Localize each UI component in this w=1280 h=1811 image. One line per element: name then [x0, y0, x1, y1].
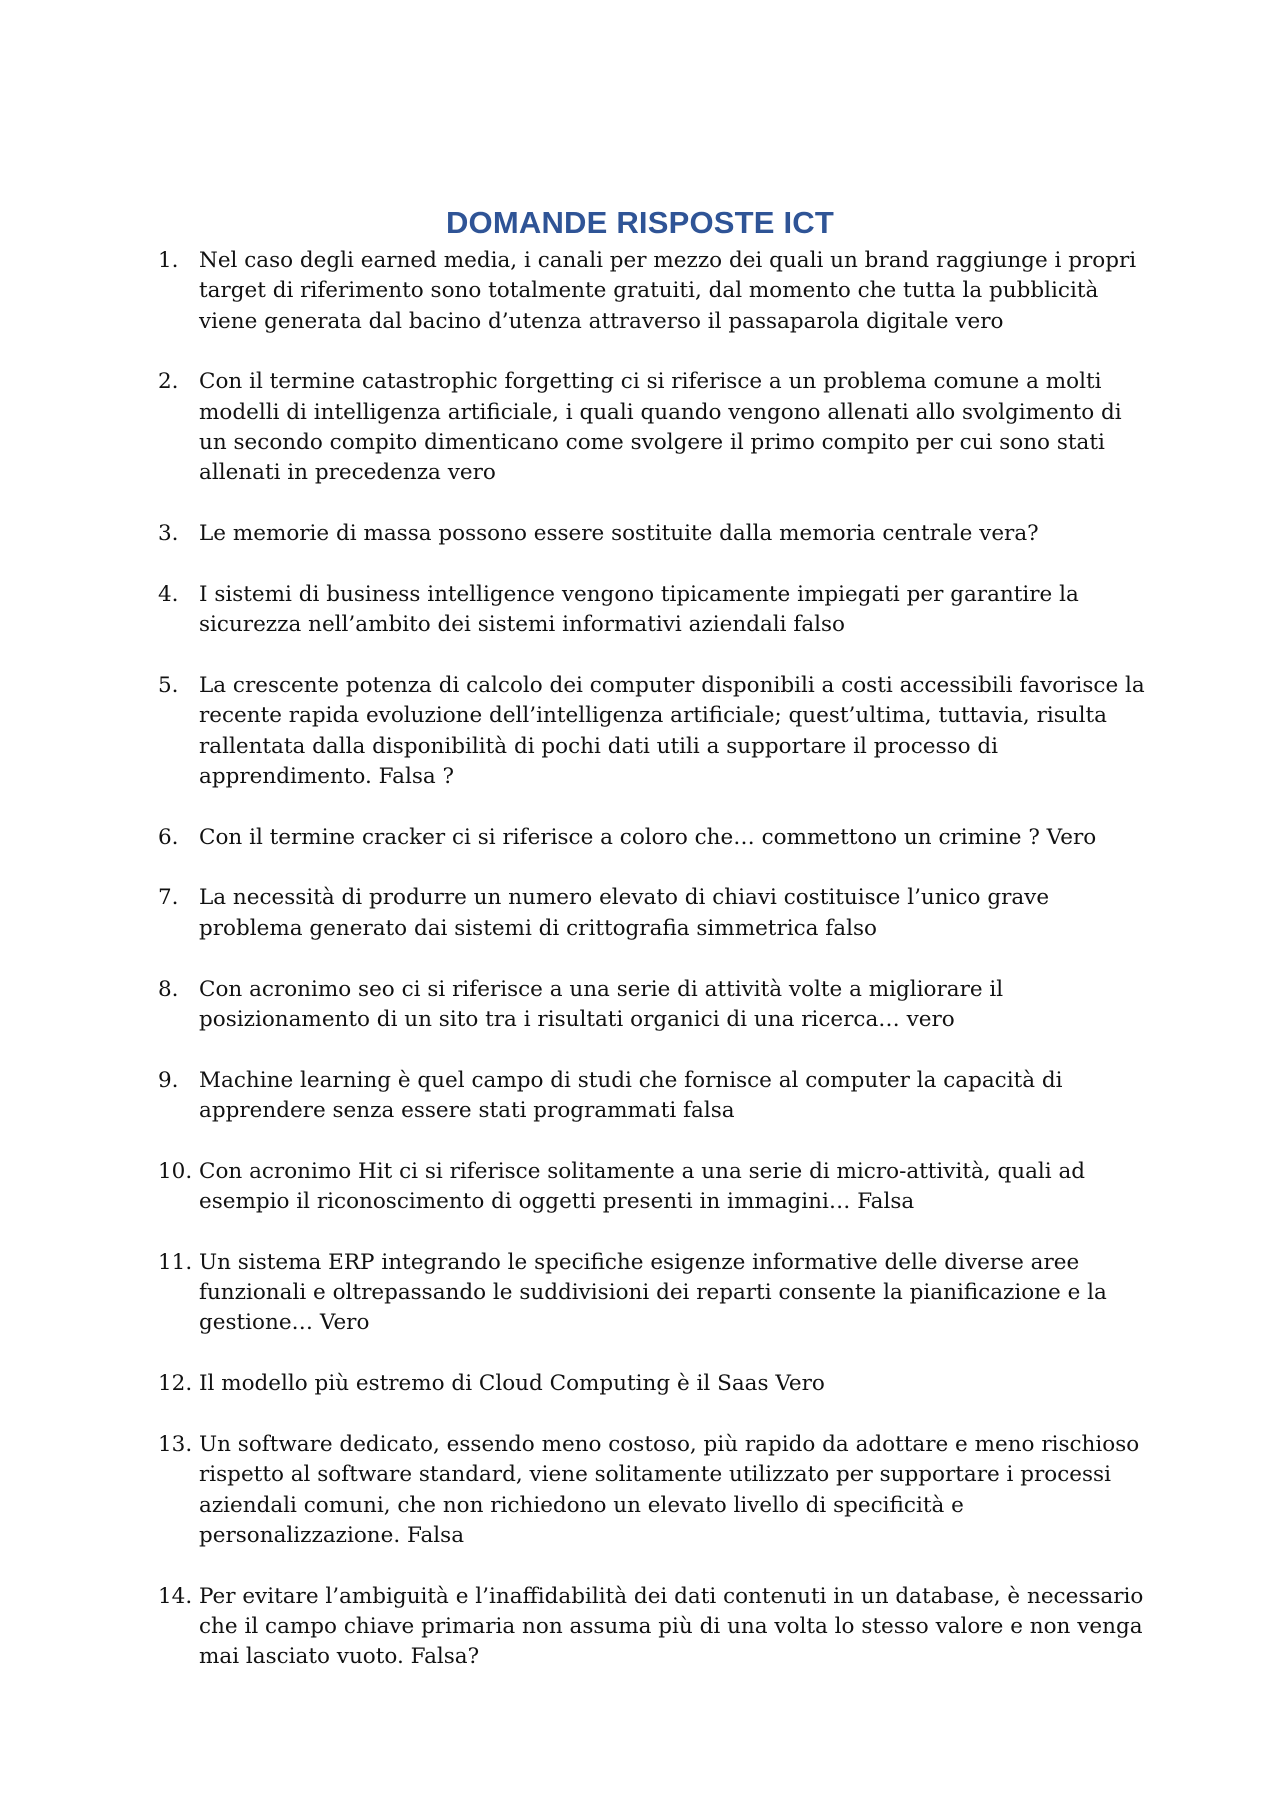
question-text: Nel caso degli earned media, i canali per mezzo dei quali un brand raggiunge i propri target di riferimento sono totalmente gratuiti, dal momento che tutta la pubblicità viene generata dal bacino d’utenza attraverso il passaparola digitale vero	[199, 248, 1137, 334]
question-item-3	[158, 519, 1148, 549]
question-number: 11.	[158, 1249, 193, 1275]
question-item-12	[158, 1369, 1148, 1399]
question-number: 13.	[158, 1432, 193, 1458]
question-text: Un software dedicato, essendo meno costoso, più rapido da adottare e meno rischioso rispetto al software standard, viene solitamente utilizzato per supportare i processi aziendali comuni, che non richiedono un elevato livello di specificità e personalizzazione. Falsa	[199, 1432, 1140, 1548]
question-item-6	[158, 823, 1148, 853]
question-text: Machine learning è quel campo di studi che fornisce al computer la capacità di apprendere senza essere stati programmati falsa	[199, 1067, 1063, 1123]
question-number: 5.	[158, 672, 179, 698]
question-item-4	[158, 580, 1148, 641]
question-text: Un sistema ERP integrando le specifiche esigenze informative delle diverse aree funzionali e oltrepassando le suddivisioni dei reparti consente la pianificazione e la gestione… Vero	[199, 1249, 1107, 1336]
question-item-10	[158, 1157, 1148, 1218]
question-number: 14.	[158, 1583, 193, 1609]
question-text: La crescente potenza di calcolo dei computer disponibili a costi accessibili favorisce la recente rapida evoluzione dell’intelligenza artificiale; quest’ultima, tuttavia, risulta rallentata dalla disponibilità di pochi dati utili a supportare il processo di apprendimento. Falsa ?	[199, 672, 1145, 789]
question-item-9	[158, 1066, 1148, 1127]
question-number: 10.	[158, 1158, 193, 1184]
question-text: Con acronimo Hit ci si riferisce solitamente a una serie di micro-attività, quali ad esempio il riconoscimento di oggetti presenti in immagini… Falsa	[199, 1158, 1086, 1215]
question-number: 8.	[158, 976, 179, 1002]
question-text: Le memorie di massa possono essere sostituite dalla memoria centrale vera?	[199, 521, 1039, 547]
question-text: I sistemi di business intelligence vengono tipicamente impiegati per garantire la sicurezza nell’ambito dei sistemi informativi aziendali falso	[199, 581, 1079, 638]
question-text: Con acronimo seo ci si riferisce a una serie di attività volte a migliorare il posizionamento di un sito tra i risultati organici di una ricerca… vero	[199, 976, 1004, 1032]
question-text: Per evitare l’ambiguità e l’inaffidabilità dei dati contenuti in un database, è necessario che il campo chiave primaria non assuma più di una volta lo stesso valore e non venga mai lasciato vuoto. Falsa?	[199, 1583, 1144, 1670]
question-text: La necessità di produrre un numero elevato di chiavi costituisce l’unico grave problema generato dai sistemi di crittografia simmetrica falso	[199, 885, 1050, 941]
question-text: Con il termine catastrophic forgetting ci si riferisce a un problema comune a molti modelli di intelligenza artificiale, i quali quando vengono allenati allo svolgimento di un secondo compito dimenticano come svolgere il primo compito per cui sono stati allenati in precedenza vero	[199, 369, 1122, 486]
question-number: 12.	[158, 1371, 193, 1397]
question-item-14	[158, 1582, 1148, 1673]
question-number: 4.	[158, 581, 179, 607]
question-item-11	[158, 1248, 1148, 1339]
question-number: 3.	[158, 521, 179, 547]
question-number: 9.	[158, 1067, 179, 1093]
question-number: 1.	[158, 248, 179, 273]
question-number: 6.	[158, 824, 179, 850]
question-item-8	[158, 975, 1148, 1036]
document-title: DOMANDE RISPOSTE ICT	[445, 205, 835, 240]
question-text: Con il termine cracker ci si riferisce a coloro che… commettono un crimine ? Vero	[199, 824, 1097, 850]
question-list	[158, 246, 1148, 1703]
question-item-7	[158, 883, 1148, 944]
question-number: 2.	[158, 369, 179, 395]
question-item-13	[158, 1430, 1148, 1551]
question-number: 7.	[158, 885, 179, 911]
question-item-5	[158, 671, 1148, 792]
question-item-1	[158, 246, 1148, 337]
question-item-2	[158, 367, 1148, 488]
question-text: Il modello più estremo di Cloud Computing è il Saas Vero	[199, 1371, 825, 1397]
